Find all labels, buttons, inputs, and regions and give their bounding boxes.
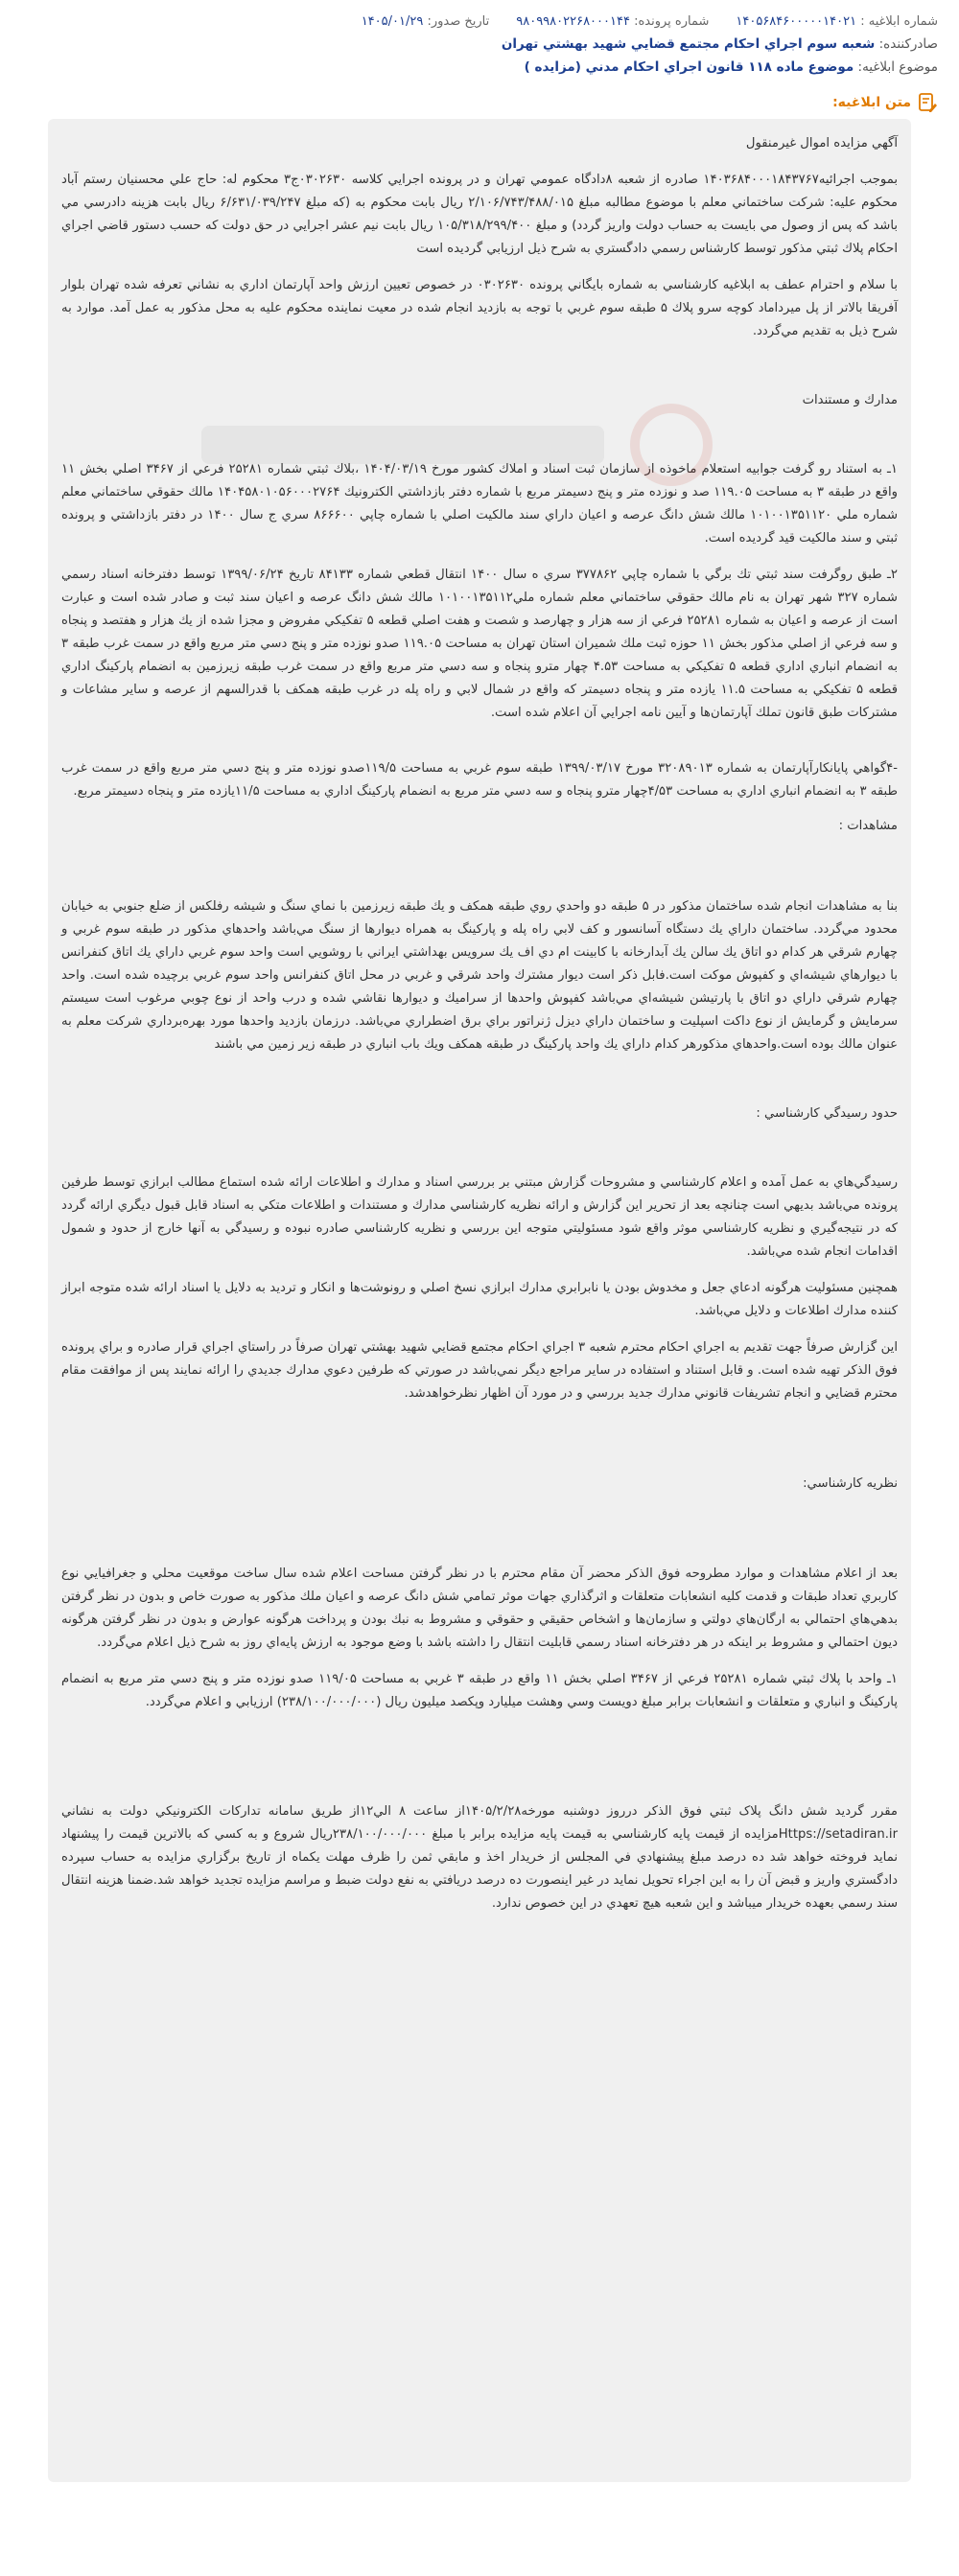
subject-value: موضوع ماده ۱۱۸ قانون اجراي احكام مدني (مزايده ) <box>524 59 854 75</box>
notice-text-heading <box>21 92 938 113</box>
section-heading-observations: مشاهدات : <box>838 819 898 833</box>
body-paragraph-4: ۲ـ طبق روگرفت سند ثبتي تك برگي با شماره چاپي ۳۷۷۸۶۲ سري ه سال ۱۴۰۰ انتقال قطعي شماره ۸۴۱۳۳ تاريخ ۱۳۹۹/۰۶/۲۴ توسط دفترخانه اسناد رسمي شماره ۳۲۷ شهر تهران به نام مالك حقوقي ساختماني معلم شماره ملي۱۰۱۰۰۱۳۵۱۱۲ مالك شش دانگ عرصه و اعيان سند ثبت و صادر شده است و عبارت است از عرصه و اعيان به شماره ۲۵۲۸۱ فرعي از سه هزار و چهارصد و شصت و هفت اصلي قطعه ۵ تفكيكي مفروض و مجزا شده از يك هزار و هفتصد و پنجاه و سه فرعي از اصلي مذكور بخش ۱۱ حوزه ثبت ملك شميران استان تهران به مساحت ۱۱۹.۰۵ صدو نوزده متر و پنج دسي متر مربع واقع در سمت غرب طبقه ۳ به انضمام انباري اداري قطعه ۵ تفكيكي به مساحت ۴.۵۳ چهار مترو پنجاه و سه دسي متر مربع واقع در سمت غرب طبقه زيرزمين به انضمام پاركينگ اداري قطعه ۵ تفكيكي به مساحت ۱۱.۵ يازده متر و پنجاه دسيمتر كه واقع در شمال لابي و راه پله در غرب طبقه همكف با قدرالسهم از عرصه و ساير مشاعات و مشتركات طبق قانون تملك آپارتمان‌ها و آيين نامه اجرايي آن اعلام شده است. <box>61 568 899 720</box>
document-pen-icon <box>917 92 938 113</box>
notice-number-value: ۱۴۰۵۶۸۴۶۰۰۰۰۰۱۴۰۲۱ <box>736 14 857 29</box>
issue-date-value: ۱۴۰۵/۰۱/۲۹ <box>361 14 424 29</box>
section-heading-scope: حدود رسيدگي كارشناسي : <box>756 1106 898 1121</box>
notice-text-title: متن ابلاغیه: <box>832 95 911 110</box>
case-number <box>516 12 709 33</box>
body-paragraph-7: رسيدگي‌هاي به عمل آمده و اعلام كارشناسي و مشروحات گزارش مبتني بر بررسي اسناد و مدارك و اطلاعات ارائه شده استماع مطالب ابرازي توسط طرفين پرونده مي‌باشد بديهي است چنانچه بعد از تحرير اين گزارش و ارائه نظريه كارشناسي مدارك و مستندات و اطلاعات متكي به اسناد قابل قبول ديگري ارائه گردد كه در نتيجه‌گيري و نظريه كارشناسي موثر واقع شود مسئوليتي متوجه اين بررسي و نظريه كارشناسي صادره نبوده و رسيدگي به آنها خارج از حدود و شمول اقدامات انجام شده مي‌باشد. <box>61 1175 898 1259</box>
notice-header <box>0 0 959 79</box>
issue-date-label: تاریخ صدور: <box>427 14 490 29</box>
body-paragraph-9: اين گزارش صرفاً جهت تقديم به اجراي احكام محترم شعبه ۳ اجراي احكام مجتمع قضايي شهيد بهشتي تهران صرفاً در راستاي اجراي قرار صادره و براي پرونده فوق الذكر تهيه شده است. و قابل استناد و استفاده در ساير مراجع ديگر نمي‌باشد در صورتي كه طرفين دعوي مدارك جديدي را ارائه نمايند پس از موافقت مقام محترم قضايي و انجام تشريفات قانوني مدارك جديد بررسي و در مورد آن اظهار نظرخواهدشد. <box>61 1340 898 1401</box>
section-heading-opinion: نظريه كارشناسي: <box>803 1476 898 1491</box>
notice-number-label: شماره ابلاغیه : <box>860 14 938 29</box>
case-number-value: ۹۸۰۹۹۸۰۲۲۶۸۰۰۰۱۴۴ <box>516 14 630 29</box>
body-paragraph-3: ۱ـ به استناد رو گرفت جوابيه استعلام ماخوذه از سازمان ثبت اسناد و املاك كشور مورخ ۱۴۰۴/۰۳/۱۹ ،بلاك ثبتي شماره ۲۵۲۸۱ فرعي از ۳۴۶۷ اصلي بخش ۱۱ واقع در طبقه ۳ به مساحت ۱۱۹.۰۵ صد و نوزده متر و پنج دسيمتر مربع با شماره دفتر بازداشتي الكترونيك ۱۴۰۴۵۸۰۱۰۵۶۰۰۰۲۷۶۴ مالك حقوقي ساختماني معلم شماره ملي ۱۰۱۰۰۱۳۵۱۱۲۰ مالك شش دانگ عرصه و اعيان داراي سند مالكيت اصلي با شماره چاپي ۸۶۶۶۰۰ سري ج سال ۱۴۰۰ در دفتر بازداشتي و پرونده ثبتي و سند مالكيت قيد گرديده است. <box>61 462 899 545</box>
issuer-value: شعبه سوم اجراي احکام مجتمع قضايي شهيد بهشتي تهران <box>501 36 876 52</box>
meta-row <box>21 12 938 33</box>
issue-date <box>362 12 490 33</box>
notice-body <box>48 119 911 2482</box>
subject-label: موضوع ابلاغیه: <box>857 59 938 75</box>
case-number-label: شماره پرونده: <box>634 14 710 29</box>
body-paragraph-8: همچنين مسئوليت هرگونه ادعاي جعل و مخدوش بودن يا نابرابري مدارك ابرازي نسخ اصلي و رونوشت‌ها و انكار و ترديد به دلايل يا اسناد ارائه شده متوجه ابراز كننده مدارك اطلاعات و دلايل مي‌باشد. <box>61 1281 898 1318</box>
body-title: آگهي مزايده اموال غيرمنقول <box>745 136 898 151</box>
body-paragraph-6: بنا به مشاهدات انجام شده ساختمان مذكور در ۵ طبقه دو واحدي روي طبقه همكف و يك طبقه زيرزمين با نماي سنگ و شيشه رفلكس از ضلع جنوبي به خيابان محدود مي‌گردد. ساختمان داراي يك دستگاه آسانسور و كف لابي راه پله و پاركينگ به همراه ديوارها از سنگ مي‌باشد واحدهاي مذكور در طبقه سوم غربي و چهارم شرقي هر كدام دو اتاق يك سالن يك آبدارخانه با كابينت ام دي اف يك سرويس بهداشتي ايراني با روشويي است واحد سوم غربي داراي يك اتاق كنفرانس با ديوارهاي شيشه‌اي و كفپوش موكت است.فابل ذكر است ديوار مشترك واحد شرقي و غربي در محل اتاق كنفرانس واحد سوم غربي برچيده شده است. واحد چهارم شرقي داراي دو اتاق با پارتيشن شيشه‌اي مي‌باشد كفپوش واحدها از سراميك و ديوارها نقاشي شده و درب واحد از نوع چوبي مرغوب است سيستم سرمايش و گرمايش از نوع داكت اسپليت و ساختمان داراي ديزل ژنراتور براي برق اضطراري مي‌باشد. درزمان بازديد واحدها مورد بهره‌برداري شركت معلم به عنوان مالك بوده است.واحدهاي مذكورهر كدام داراي يك واحد پاركينگ در طبقه همكف ويك باب انباري در طبقه زير زمين مي باشند <box>61 899 898 1052</box>
issuer-line <box>21 33 938 56</box>
subject-line <box>21 56 938 79</box>
body-paragraph-5: -۴گواهي پايانكارآپارتمان به شماره ۳۲۰۸۹۰۱۳ مورخ ۱۳۹۹/۰۳/۱۷ طبقه سوم غربي به مساحت ۱۱۹/۵صدو نوزده متر و پنج دسي متر مربع واقع در سمت غرب طبقه ۳ به انضمام انباري اداري به مساحت ۴/۵۳چهار مترو پنجاه و سه دسي متر مربع به انضمام پاركينگ اداري به مساحت ۱۱/۵يازده متر و پنجاه دسيمتر مربع. <box>61 761 898 799</box>
issuer-label: صادرکننده: <box>878 36 938 52</box>
body-paragraph-11: ۱ـ واحد با پلاك ثبتي شماره ۲۵۲۸۱ فرعي از ۳۴۶۷ اصلي بخش ۱۱ واقع در طبقه ۳ غربي به مساحت ۱۱۹/۰۵ صدو نوزده متر و پنج دسي متر مربع به انضمام پاركينگ و انباري و متعلقات و انشعابات برابر مبلغ دويست وسي وهشت ميليارد وپكصد ميليون ريال (۲۳۸/۱۰۰/۰۰۰/۰۰۰) ارزيابي و اعلام مي‌گردد. <box>61 1672 898 1709</box>
body-paragraph-1: بموجب اجرائيه۱۴۰۳۶۸۴۰۰۰۱۸۴۳۷۶۷ صادره از شعبه ۸دادگاه عمومي تهران و در پرونده اجرايي كلاسه ۰۳۰۲۶۳۰ج۳ محكوم له: حاج علي محسنيان رستم آباد محكوم عليه: شركت ساختماني معلم با موضوع مطالبه مبلغ ۲/۱۰۶/۷۴۳/۴۸۸/۰۱۵ ريال بابت محكوم به (كه مبلغ ۶/۶۳۱/۰۳۹/۲۴۷ ريال بابت هزينه دادرسي مي باشد كه پس از وصول مي بايست به حساب دولت واريز گردد) و مبلغ ۱۰۵/۳۱۸/۲۹۹/۴۰۰ ريال بابت نيم عشر اجرايي در حق دولت كه حسب دستور قاضي اجراي احكام پلاك ثبتي مذكور توسط كارشناس رسمي دادگستري به شرح ذيل ارزيابي گرديده است <box>61 173 899 256</box>
body-paragraph-2: با سلام و احترام عطف به ابلاغيه كارشناسي به شماره بايگاني پرونده ۰۳۰۲۶۳۰ در خصوص تعيين ارزش واحد آپارتمان اداري به نشاني تعرفه شده تهران بلوار آفريقا بالاتر از پل ميرداماد كوچه سرو پلاك ۵ طبقه سوم غربي با توجه به بازديد انجام شده در معيت نماينده محكوم عليه به محل مذكور به عمل آمد. موارد به شرح ذيل به تقديم مي‌گردد. <box>61 278 898 338</box>
notice-number <box>736 12 938 33</box>
body-paragraph-12: مقرر گرديد شش دانگ پلاک ثبتي فوق الذکر درروز دوشنبه مورخه۱۴۰۵/۲/۲۸از ساعت ۸ الي۱۲از طريق سامانه تداركات الكترونيكي دولت به نشاني Https://setadiran.irمزايده از قيمت پايه كارشناسي به قيمت پايه مزايده برابر با مبلغ ۲۳۸/۱۰۰/۰۰۰/۰۰۰ريال شروع و به كسي كه بالاترين قيمت را پيشنهاد نمايد فروخته خواهد شد ده درصد مبلغ پيشنهادي في المجلس از خريدار اخذ و مابقي ثمن را ظرف مهلت يكماه از تاريخ برگزاري مزايده به حساب سپرده دادگستري واريز و قبض آن را به اين اجراء تحويل نمايد در غير اينصورت ده درصد دريافتي به نفع دولت ضبط و مراسم مزايده تجديد خواهد شد.ضمنا هزينه انتقال سند رسمي بعهده خريدار ميباشد و اين شعبه هيچ تعهدي در اين خصوص ندارد. <box>61 1804 898 1911</box>
body-paragraph-10: بعد از اعلام مشاهدات و موارد مطروحه فوق الذكر محضر آن مقام محترم با در نظر گرفتن مساحت اعلام شده سال ساخت موقعيت محلي و جغرافيايي نوع كاربري تعداد طبقات و قدمت كليه انشعابات متعلقات و اثرگذاري جهات موثر تمامي شش دانگ عرصه و اعيان ملك مذكور به صورت خاص و بدون در نظر گرفتن بدهي‌هاي احتمالي به ارگان‌هاي دولتي و سازمان‌ها و اشخاص حقيقي و حقوقي و مشروط به نبك بودن و پرداخت هرگونه عوارض و بدون در نظر گرفتن هرگونه ديون احتمالي و مشروط بر اينكه در هر دفترخانه اسناد رسمي قابليت انتقال را داشته باشد با وضع موجود به ارزش پايه‌اي روز به شرح ذيل اعلام مي‌گردد. <box>61 1566 898 1650</box>
section-heading-documents: مدارك و مستندات <box>802 393 898 407</box>
